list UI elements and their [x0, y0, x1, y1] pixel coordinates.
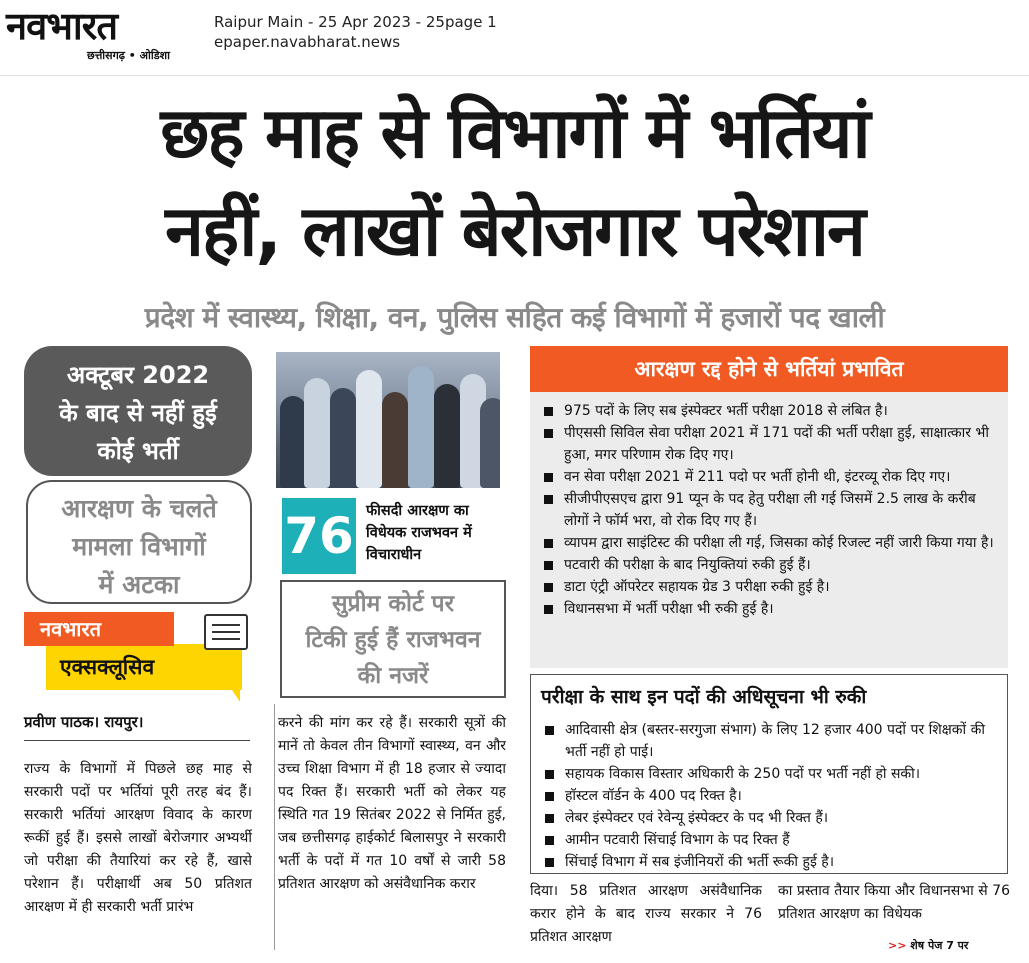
callout-dark-line: कोई भर्ती [97, 437, 179, 465]
quote-box [280, 580, 506, 698]
callout-light-line: आरक्षण के चलते [61, 494, 217, 523]
headline-line-2: नहीं, लाखों बेरोजगार परेशान [165, 190, 864, 272]
list-item: 975 पदों के लिए सब इंस्पेक्टर भर्ती परीक्षा 2018 से लंबित है। [540, 400, 1000, 422]
article-column-1: राज्य के विभागों में पिछले छह माह से सरकारी पदों पर भर्तियां पूरी तरह बंद हैं। सरकारी भर्तियां आरक्षण विवाद के कारण रूकीं हुई हैं। इससे लाखों बेरोजगार अभ्यर्थी जो परीक्षा की तैयारियां कर रहे हैं, खासे परेशान हैं। परीक्षार्थी अब 50 प्रतिशत आरक्षण में ही सरकारी भर्ती प्रारंभ [24, 761, 252, 915]
edition-line: Raipur Main - 25 Apr 2023 - 25page 1 [214, 13, 497, 31]
edition-info [214, 12, 497, 52]
column-divider [274, 704, 275, 950]
quote-line: की नजरें [357, 663, 429, 689]
list-item: लेबर इंस्पेक्टर एवं रेवेन्यू इंस्पेक्टर के पद भी रिक्त हैं। [541, 807, 1001, 829]
byline: प्रवीण पाठक। रायपुर। [24, 713, 144, 731]
logo-text: नवभारत [6, 4, 117, 48]
headline-line-1: छह माह से विभागों में भर्तियां [160, 92, 869, 174]
exclusive-tag [24, 612, 252, 704]
crowd-photo [276, 352, 500, 488]
quote-line: टिकी हुई हैं राजभवन [305, 627, 481, 653]
impact-box-title: आरक्षण रद्द होने से भर्तियां प्रभावित [530, 346, 1008, 392]
quote-line: सुप्रीम कोर्ट पर [331, 591, 455, 617]
list-item: सीजीपीएसएच द्वारा 91 प्यून के पद हेतु परीक्षा ली गई जिसमें 2.5 लाख के करीब लोगों ने फॉर्म भरा, वो रोक दिए गए हैं। [540, 488, 1000, 532]
list-item: डाटा एंट्री ऑपरेटर सहायक ग्रेड 3 परीक्षा रुकी हुई है। [540, 576, 1000, 598]
exclusive-logo: नवभारत [24, 612, 174, 646]
newspaper-icon [204, 614, 248, 650]
main-headline [0, 84, 1029, 280]
list-item: पटवारी की परीक्षा के बाद नियुक्तियां रुकी हुई हैं। [540, 554, 1000, 576]
callout-light-line: में अटका [98, 570, 180, 599]
list-item: हॉस्टल वॉर्डन के 400 पद रिक्त है। [541, 785, 1001, 807]
continued-text: शेष पेज 7 पर [910, 939, 969, 952]
article-column-2: करने की मांग कर रहे हैं। सरकारी सूत्रों की मानें तो केवल तीन विभागों स्वास्थ्य, वन और उच्च शिक्षा विभाग में ही 18 हजार से ज्यादा पद रिक्त हैं। सरकारी भर्ती को लेकर यह स्थिति गत 19 सितंबर 2022 से निर्मित हुई, जब छत्तीसगढ़ हाईकोर्ट बिलासपुर ने सरकारी भर्ती के पदों में गत 10 वर्षों से जारी 58 प्रतिशत आरक्षण को असंवैधानिक करार [278, 715, 506, 892]
site-url: epaper.navabharat.news [214, 33, 401, 51]
masthead [0, 0, 1029, 76]
callout-dark [24, 346, 252, 476]
stat-text: फीसदी आरक्षण का विधेयक राजभवन में विचाराधीन [366, 503, 472, 563]
impact-list [540, 400, 1000, 620]
article-column-3: दिया। 58 प्रतिशत आरक्षण असंवैधानिक करार होने के बाद राज्य सरकार ने 76 प्रतिशत आरक्षण [530, 883, 762, 945]
notification-box-title: परीक्षा के साथ इन पदों की अधिसूचना भी रुकी [541, 686, 867, 708]
callout-dark-line: के बाद से नहीं हुई [59, 399, 217, 427]
callout-light-line: मामला विभागों [72, 532, 206, 561]
list-item: वन सेवा परीक्षा 2021 में 211 पदो पर भर्ती होनी थी, इंटरव्यू रोक दिए गए। [540, 466, 1000, 488]
impact-box [530, 346, 1008, 668]
notification-box [530, 674, 1008, 874]
list-item: पीएससी सिविल सेवा परीक्षा 2021 में 171 पदों की भर्ती परीक्षा हुई, साक्षात्कार भी हुआ, मगर परिणाम रोक दिए गए। [540, 422, 1000, 466]
list-item: व्यापम द्वारा साइंटिस्ट की परीक्षा ली गई, जिसका कोई रिजल्ट नहीं जारी किया गया है। [540, 532, 1000, 554]
logo-subtitle: छत्तीसगढ़ • ओडिशा [87, 49, 170, 62]
exclusive-label: एक्सक्लूसिव [46, 644, 242, 690]
list-item: सिंचाई विभाग में सब इंजीनियरों की भर्ती रूकी हुई है। [541, 851, 1001, 873]
list-item: सहायक विकास विस्तार अधिकारी के 250 पदों पर भर्ती नहीं हो सकी। [541, 763, 1001, 785]
article-column-4: का प्रस्ताव तैयार किया और विधानसभा से 76 प्रतिशत आरक्षण का विधेयक [778, 883, 1010, 922]
callout-light [26, 480, 252, 604]
notification-list [541, 719, 1001, 873]
list-item: आदिवासी क्षेत्र (बस्तर-सरगुजा संभाग) के लिए 12 हजार 400 पदों पर शिक्षकों की भर्ती नहीं हो पाई। [541, 719, 1001, 763]
subheadline: प्रदेश में स्वास्थ्य, शिक्षा, वन, पुलिस सहित कई विभागों में हजारों पद खाली [144, 301, 885, 334]
continued-link[interactable]: >> शेष पेज 7 पर [888, 939, 969, 952]
callout-dark-line: अक्टूबर 2022 [66, 361, 210, 389]
stat-number: 76 [282, 498, 356, 574]
newspaper-logo [6, 4, 196, 70]
list-item: विधानसभा में भर्ती परीक्षा भी रुकी हुई है। [540, 598, 1000, 620]
byline-divider [24, 740, 250, 741]
list-item: आमीन पटवारी सिंचाई विभाग के पद रिक्त हैं [541, 829, 1001, 851]
